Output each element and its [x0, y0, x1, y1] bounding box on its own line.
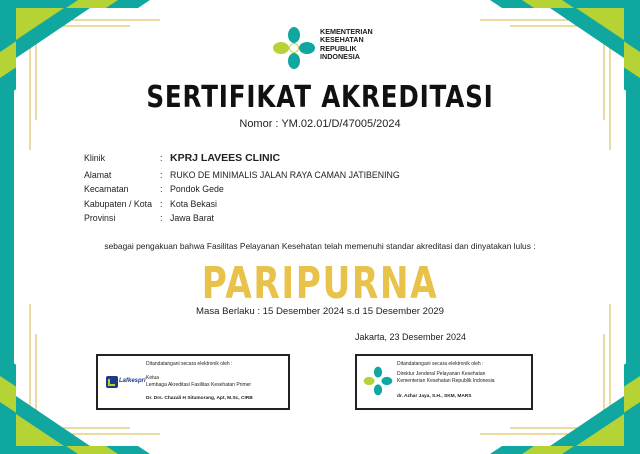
validity-period: Masa Berlaku : 15 Desember 2024 s.d 15 Desember 2029	[196, 306, 444, 317]
signature-box-lafkespri	[96, 354, 290, 410]
certificate-title: SERTIFIKAT AKREDITASI	[146, 80, 494, 115]
field-value: Pondok Gede	[170, 184, 224, 194]
signature-role-line-1: Direktur Jenderal Pelayanan Kesehatan	[397, 371, 486, 377]
kemenkes-flower-icon	[272, 26, 316, 70]
ministry-line-4: INDONESIA	[320, 52, 360, 62]
field-label: Alamat	[84, 170, 112, 180]
accreditation-grade: PARIPURNA	[201, 258, 439, 309]
ministry-line-2: KESEHATAN	[320, 35, 364, 45]
signatory-name: Dr. Drs. Chazali H Situmorang, Apt, M.Sc, CIRB	[146, 396, 253, 401]
signature-caption: Ditandatangani secara elektronik oleh :	[397, 361, 484, 367]
ministry-logo	[272, 26, 412, 72]
signatory-name: dr. Azhar Jaya, S.H., SKM, MARS	[397, 394, 472, 399]
recognition-statement: sebagai pengakuan bahwa Fasilitas Pelayanan Kesehatan telah memenuhi standar akreditasi dan dinyatakan lulus :	[104, 241, 536, 251]
ministry-line-3: REPUBLIK	[320, 43, 357, 53]
field-label: Kabupaten / Kota	[84, 199, 152, 209]
field-value: KPRJ LAVEES CLINIC	[170, 152, 281, 164]
ministry-name	[320, 28, 373, 62]
place-date: Jakarta, 23 Desember 2024	[355, 332, 467, 342]
signature-role-line-2: Lembaga Akreditasi Fasilitas Kesehatan Primer	[146, 381, 252, 388]
field-label: Kecamatan	[84, 184, 129, 194]
ministry-line-1: KEMENTERIAN	[320, 27, 373, 36]
lafkespri-logo-icon	[106, 376, 118, 388]
field-colon: :	[160, 213, 163, 223]
field-label: Provinsi	[84, 213, 116, 223]
signature-box-kemenkes	[355, 354, 533, 410]
field-colon: :	[160, 199, 163, 209]
signature-role-line-2: Kementerian Kesehatan Republik Indonesia	[397, 377, 495, 384]
field-label: Klinik	[84, 153, 106, 163]
field-colon: :	[160, 170, 163, 180]
field-colon: :	[160, 184, 163, 194]
field-value: RUKO DE MINIMALIS JALAN RAYA CAMAN JATIBENING	[170, 170, 400, 180]
field-colon: :	[160, 153, 163, 163]
signature-role	[146, 375, 251, 388]
field-value: Kota Bekasi	[170, 199, 217, 209]
signature-caption: Ditandatangani secara elektronik oleh :	[146, 361, 233, 367]
signature-role	[397, 371, 495, 384]
field-value: Jawa Barat	[170, 213, 215, 223]
signature-role-line-1: Ketua	[146, 375, 160, 381]
kemenkes-flower-icon	[363, 366, 393, 396]
certificate-number: Nomor : YM.02.01/D/47005/2024	[239, 118, 401, 130]
lafkespri-logo-text: Lafkespri	[119, 378, 146, 384]
